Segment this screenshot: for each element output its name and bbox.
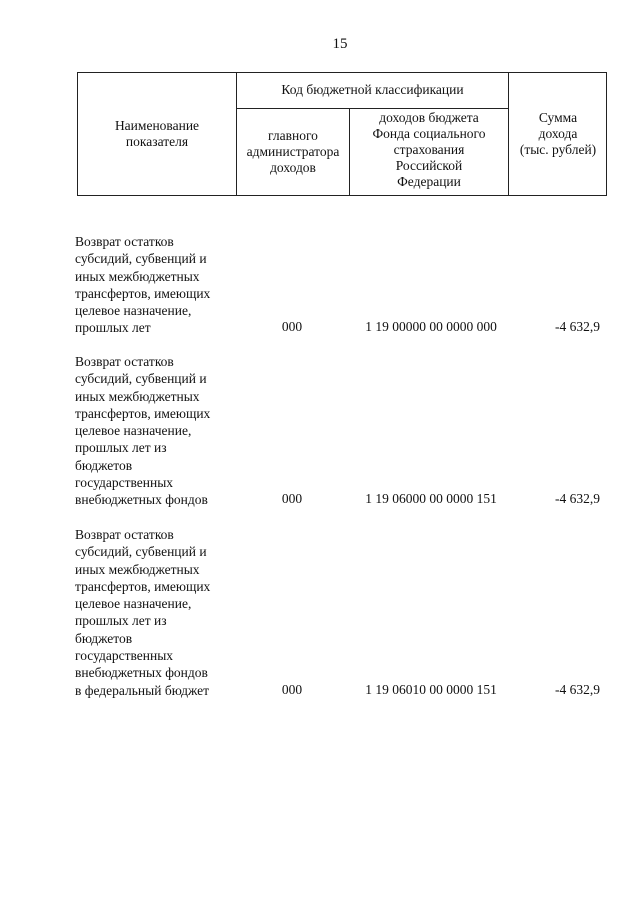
row-2-amount: -4 632,9 [555, 491, 600, 506]
header-divider [236, 108, 508, 109]
row-1-name: Возврат остатков субсидий, субвенций и иных межбюджетных трансфертов, имеющих целевое назначение, прошлых лет [75, 234, 211, 336]
row-2-revenue-code: 1 19 06000 00 0000 151 [365, 491, 497, 506]
page-number: 15 [332, 36, 348, 52]
header-classification-code: Код бюджетной классификации [281, 82, 464, 97]
row-3-revenue-code: 1 19 06010 00 0000 151 [365, 682, 497, 697]
header-main-administrator: главного администратора доходов [246, 128, 340, 175]
row-1-amount: -4 632,9 [555, 319, 600, 334]
row-3-admin-code: 000 [281, 682, 303, 697]
row-3-name: Возврат остатков субсидий, субвенций и иных межбюджетных трансфертов, имеющих целевое назначение, прошлых лет из бюджетов государственных внебюджетных фондов в федеральный бюджет [75, 527, 211, 698]
header-amount: Сумма дохода (тыс. рублей) [519, 110, 597, 157]
header-indicator-name: Наименование показателя [114, 118, 200, 149]
row-2-admin-code: 000 [281, 491, 303, 506]
row-1-admin-code: 000 [281, 319, 303, 334]
row-3-amount: -4 632,9 [555, 682, 600, 697]
header-fund-revenues: доходов бюджета Фонда социального страхования Российской Федерации [372, 110, 486, 189]
row-2-name: Возврат остатков субсидий, субвенций и иных межбюджетных трансфертов, имеющих целевое назначение, прошлых лет из бюджетов государственных внебюджетных фондов [75, 354, 211, 508]
row-1-revenue-code: 1 19 00000 00 0000 000 [365, 319, 497, 334]
